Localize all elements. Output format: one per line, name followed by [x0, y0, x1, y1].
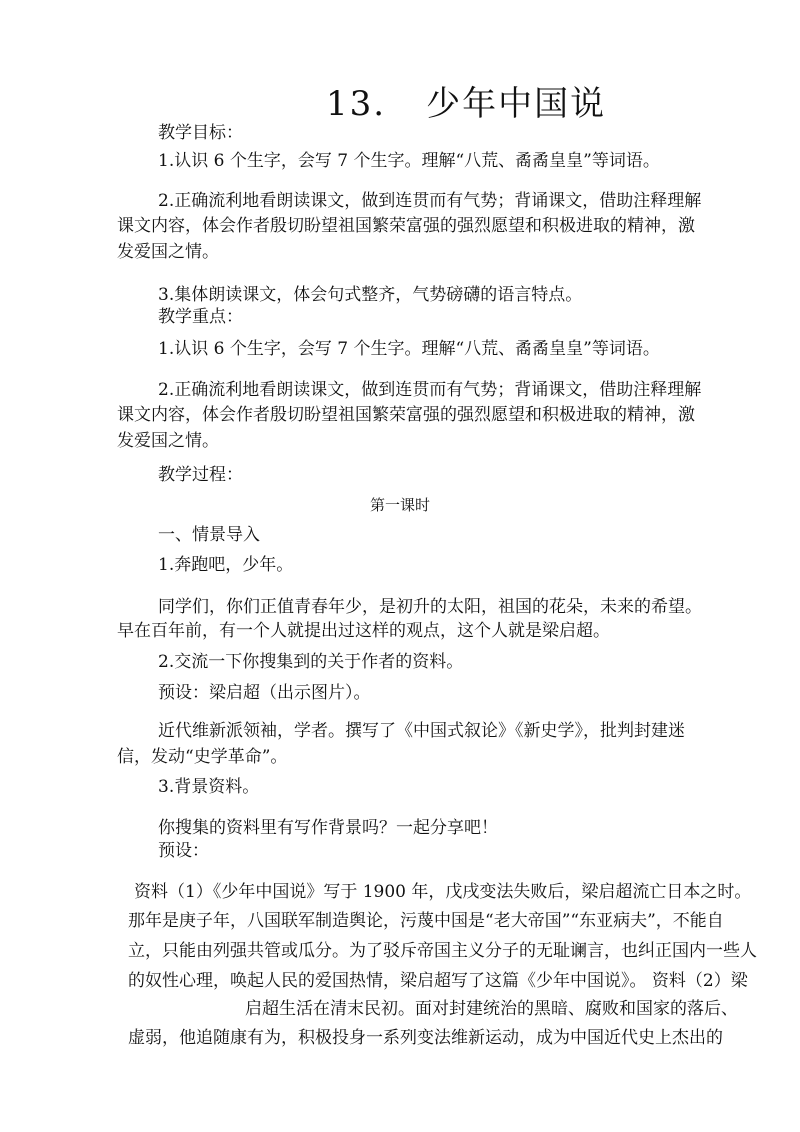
paragraph-reformer-line-2: 信，发动“史学革命”。	[117, 747, 288, 767]
paragraph-students-line-2: 早在百年前，有一个人就提出过这样的观点，这个人就是梁启超。	[117, 621, 610, 641]
preset-label: 预设：	[158, 841, 209, 861]
goal-3: 3.集体朗读课文，体会句式整齐，气势磅礴的语言特点。	[158, 285, 583, 305]
goal-2-line-3: 发爱国之情。	[117, 242, 219, 262]
material-line-4: 的奴性心理，唤起人民的爱国热情，梁启超写了这篇《少年中国说》。 资料（2）梁	[128, 971, 748, 991]
step-3: 3.背景资料。	[158, 777, 260, 797]
focus-2-line-2: 课文内容，体会作者殷切盼望祖国繁荣富强的强烈愿望和积极进取的精神，激	[117, 405, 695, 425]
lesson-title: 少年中国说	[426, 84, 607, 124]
material-line-2: 那年是庚子年，八国联军制造舆论，污蔑中国是“老大帝国”“东亚病夫”，不能自	[128, 911, 724, 931]
material-line-6: 虚弱，他追随康有为，积极投身一系列变法维新运动，成为中国近代史上杰出的	[128, 1028, 723, 1048]
section-first-lesson: 第一课时	[369, 496, 430, 514]
material-line-1: 资料（1）《少年中国说》写于 1900 年，戊戌变法失败后，梁启超流亡日本之时。	[134, 882, 752, 902]
lesson-number: 13.	[326, 84, 387, 124]
heading-teaching-goals: 教学目标：	[158, 123, 243, 143]
focus-2-line-1: 2.正确流利地看朗读课文，做到连贯而有气势；背诵课文，借助注释理解	[158, 380, 702, 400]
focus-1: 1.认识 6 个生字，会写 7 个生字。理解“八荒、矞矞皇皇”等词语。	[158, 339, 660, 359]
paragraph-reformer-line-1: 近代维新派领袖，学者。撰写了《中国式叙论》《新史学》，批判封建迷	[158, 721, 685, 741]
material-line-3: 立，只能由列强共管或瓜分。为了驳斥帝国主义分子的无耻谰言，也纠正国内一些人	[128, 941, 757, 961]
goal-2-line-2: 课文内容，体会作者殷切盼望祖国繁荣富强的强烈愿望和积极进取的精神，激	[117, 216, 695, 236]
goal-2-line-1: 2.正确流利地看朗读课文，做到连贯而有气势；背诵课文，借助注释理解	[158, 191, 702, 211]
step-2: 2.交流一下你搜集到的关于作者的资料。	[158, 652, 464, 672]
material-line-5: 启超生活在清末民初。面对封建统治的黑暗、腐败和国家的落后、	[245, 999, 738, 1019]
document-title	[326, 84, 606, 124]
step-1: 1.奔跑吧，少年。	[158, 555, 294, 575]
heading-scene-intro: 一、情景导入	[158, 525, 260, 545]
preset-liang-qichao: 预设：梁启超（出示图片）。	[158, 683, 371, 703]
heading-teaching-focus: 教学重点：	[158, 307, 243, 327]
focus-2-line-3: 发爱国之情。	[117, 431, 219, 451]
goal-1: 1.认识 6 个生字，会写 7 个生字。理解“八荒、矞矞皇皇”等词语。	[158, 151, 660, 171]
paragraph-students-line-1: 同学们，你们正值青春年少，是初升的太阳，祖国的花朵，未来的希望。	[158, 597, 702, 617]
question-background: 你搜集的资料里有写作背景吗？一起分享吧！	[158, 818, 498, 838]
heading-teaching-process: 教学过程：	[158, 465, 243, 485]
